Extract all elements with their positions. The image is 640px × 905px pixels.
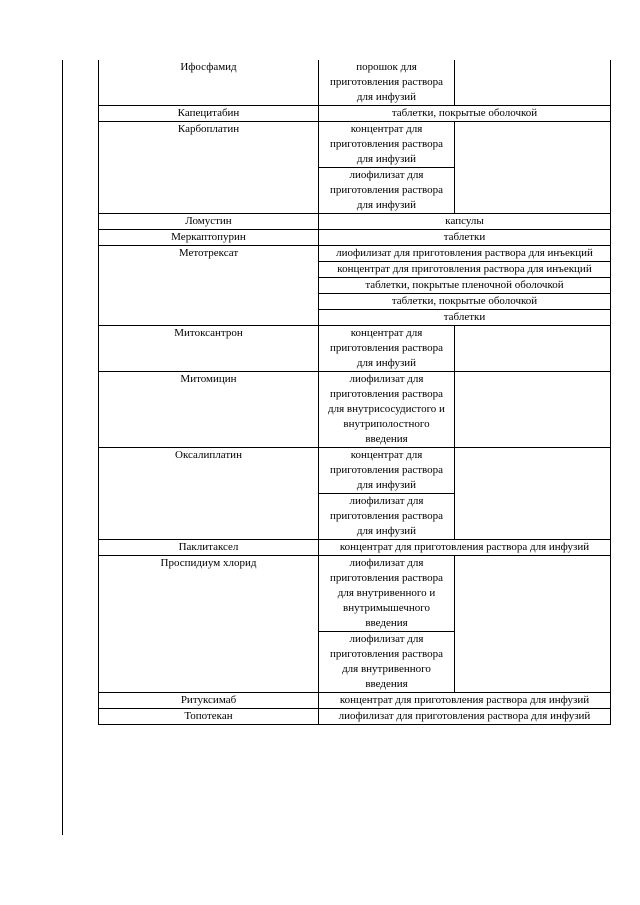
drug-name-cell: Метотрексат (99, 246, 319, 326)
table-row (99, 693, 611, 709)
dosage-form-cell: таблетки, покрытые оболочкой (319, 106, 611, 122)
table-row (99, 540, 611, 556)
drug-forms-table (98, 60, 611, 725)
empty-cell (455, 326, 611, 372)
drug-name-cell: Митоксантрон (99, 326, 319, 372)
dosage-form-cell: порошок для приготовления раствора для инфузий (319, 60, 455, 106)
dosage-form-cell: концентрат для приготовления раствора для инфузий (319, 540, 611, 556)
table-row (99, 709, 611, 725)
empty-cell (455, 556, 611, 693)
table-row (99, 60, 611, 106)
dosage-form-cell: таблетки (319, 310, 611, 326)
drug-name-cell: Ифосфамид (99, 60, 319, 106)
dosage-form-cell: концентрат для приготовления раствора для инфузий (319, 122, 455, 168)
table-row (99, 556, 611, 632)
table-row (99, 122, 611, 168)
empty-cell (455, 122, 611, 214)
drug-name-cell: Ломустин (99, 214, 319, 230)
empty-cell (455, 372, 611, 448)
dosage-form-cell: лиофилизат для приготовления раствора для инфузий (319, 168, 455, 214)
dosage-form-cell: таблетки, покрытые пленочной оболочкой (319, 278, 611, 294)
drug-name-cell: Проспидиум хлорид (99, 556, 319, 693)
dosage-form-cell: таблетки, покрытые оболочкой (319, 294, 611, 310)
dosage-form-cell: концентрат для приготовления раствора для инфузий (319, 326, 455, 372)
table-row (99, 214, 611, 230)
dosage-form-cell: лиофилизат для приготовления раствора для внутрисосудистого и внутриполостного введения (319, 372, 455, 448)
dosage-form-cell: лиофилизат для приготовления раствора для внутривенного введения (319, 632, 455, 693)
drug-name-cell: Митомицин (99, 372, 319, 448)
dosage-form-cell: таблетки (319, 230, 611, 246)
dosage-form-cell: лиофилизат для приготовления раствора для внутривенного и внутримышечного введения (319, 556, 455, 632)
table-row (99, 372, 611, 448)
drug-name-cell: Ритуксимаб (99, 693, 319, 709)
table-row (99, 448, 611, 494)
empty-cell (455, 60, 611, 106)
dosage-form-cell: концентрат для приготовления раствора для инъекций (319, 262, 611, 278)
empty-cell (455, 448, 611, 540)
table-row (99, 230, 611, 246)
drug-name-cell: Паклитаксел (99, 540, 319, 556)
table-row (99, 106, 611, 122)
dosage-form-cell: лиофилизат для приготовления раствора для инъекций (319, 246, 611, 262)
dosage-form-cell: лиофилизат для приготовления раствора для инфузий (319, 494, 455, 540)
table-row (99, 246, 611, 262)
dosage-form-cell: концентрат для приготовления раствора для инфузий (319, 693, 611, 709)
margin-line (62, 60, 63, 835)
drug-name-cell: Топотекан (99, 709, 319, 725)
drug-name-cell: Меркаптопурин (99, 230, 319, 246)
table-row (99, 326, 611, 372)
drug-name-cell: Карбоплатин (99, 122, 319, 214)
dosage-form-cell: лиофилизат для приготовления раствора для инфузий (319, 709, 611, 725)
drug-name-cell: Оксалиплатин (99, 448, 319, 540)
drug-name-cell: Капецитабин (99, 106, 319, 122)
dosage-form-cell: капсулы (319, 214, 611, 230)
dosage-form-cell: концентрат для приготовления раствора для инфузий (319, 448, 455, 494)
